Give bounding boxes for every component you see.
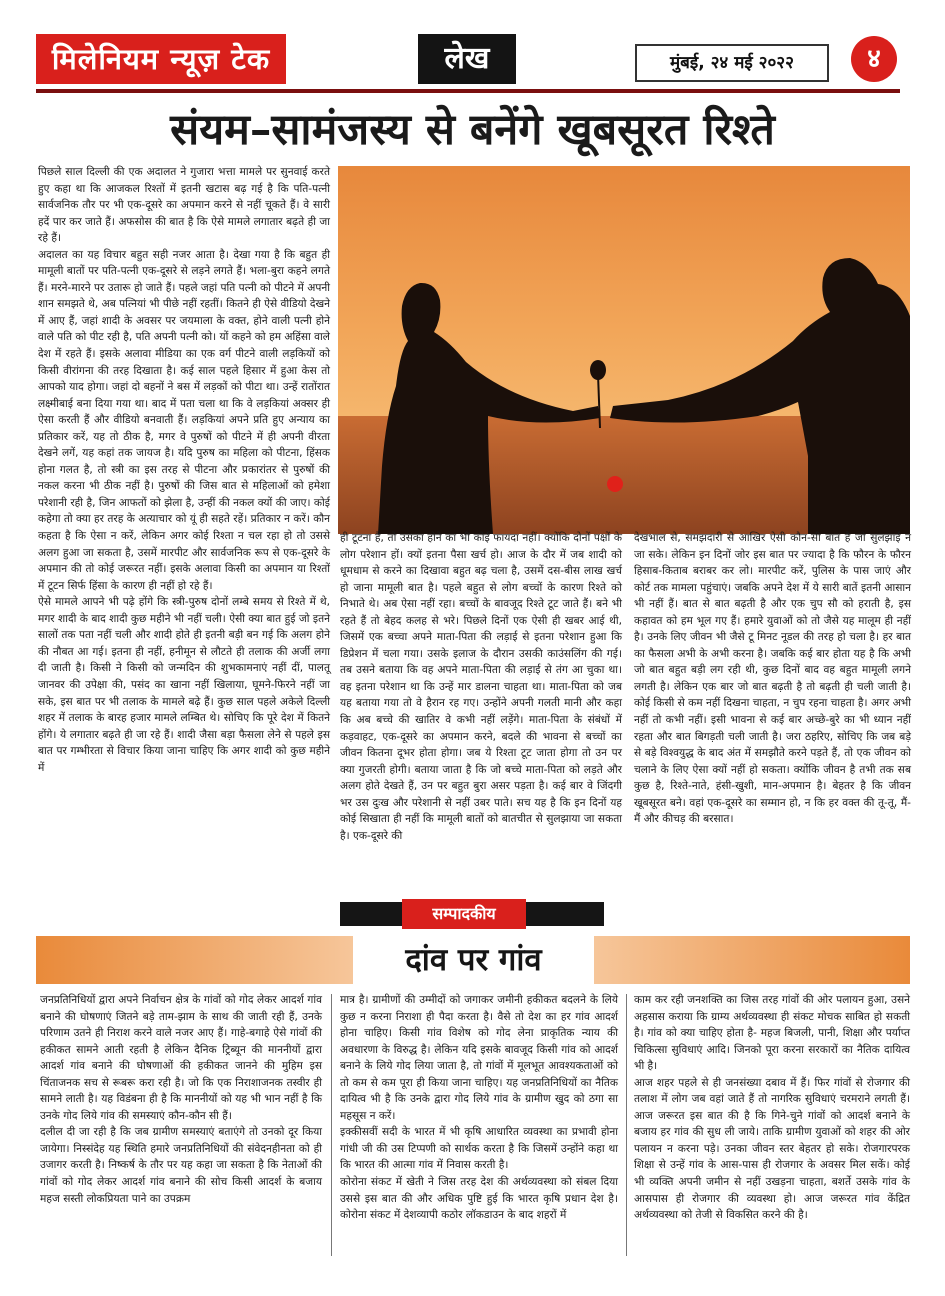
editorial-paragraph: मात्र है। ग्रामीणों की उम्मीदों को जगाकर जमीनी हकीकत बदलने के लिये कुछ न करना निराशा ही पैदा करता है। वैसे तो देश का हर गांव आदर्श होना चाहिए। किसी गांव विशेष को गोद लेना प्राकृतिक न्याय की अवधारणा के विरुद्ध है। लेकिन यदि इसके बावजूद किसी गांव को आदर्श बनाने के लिये गोद लिया जाता है, तो गांवों में मूलभूत आवश्यकताओं को तो कम से कम पूरा ही किया जाना चाहिए। यह जनप्रतिनिधियों का नैतिक दायित्व भी है कि उनके द्वारा गोद लिये गांव के ग्रामीण खुद को ठगा सा महसूस न करें। [340, 994, 618, 1122]
editorial-title: दांव पर गांव [405, 942, 542, 978]
article-paragraph: ऐसे मामले आपने भी पढ़े होंगे कि स्त्री-पुरुष दोनों लम्बे समय से रिश्ते में थे, मगर शादी के बाद शादी कुछ महीने भी नहीं चली। ऐसी क्या बात हुई जो इतने सालों तक पता नहीं चली और शादी होते ही इतनी बड़ी बन गई कि अलग होने की नौबत आ गई। इतना ही नहीं, हनीमून से लौटते ही तलाक की अर्जी लगा दी जाती है। किसी ने किसी को जन्मदिन की शुभकामनाएं नहीं दीं, पालतू जानवर की उपेक्षा की, पसंद का खाना नहीं खिलाया, घूमने-फिरने नहीं जा सके, इस बात पर भी तलाक के मामले बढ़े हैं। कुछ साल पहले अकेले दिल्ली शहर में तलाक के बारह हजार मामले लम्बित थे। सोचिए कि पूरे देश में कितने होंगे। ये लगातार बढ़ते ही जा रहे हैं। शादी जैसा बड़ा फैसला लेने से पहले इस बात पर गम्भीरता से विचार किया जाना चाहिए कि अगर शादी को कुछ महीने में [38, 596, 330, 774]
editorial-column-2 [340, 992, 618, 1224]
editorial-paragraph: इक्कीसवीं सदी के भारत में भी कृषि आधारित व्यवस्था का प्रभावी होना गांधी जी की उस टिप्पणी को सार्थक करता है कि जिसमें उन्होंने कहा था कि भारत की आत्मा गांव में निवास करती है। [340, 1126, 618, 1172]
article-paragraph: अदालत का यह विचार बहुत सही नजर आता है। देखा गया है कि बहुत ही मामूली बातों पर पति-पत्नी एक-दूसरे से लड़ने लगते हैं। भला-बुरा कहने लगते हैं। मरने-मारने पर उतारू हो जाते हैं। पहले जहां पति पत्नी को पीटने में अपनी शान समझते थे, अब पत्नियां भी पीछे नहीं रहतीं। कितने ही ऐसे वीडियो देखने में आए हैं, जहां शादी के अवसर पर जयमाला के वक्त, होने वाली पत्नी होने वाले पति को पीट रही है, पति अपनी पत्नी को। यों कहने को हम अहिंसा वाले देश में रहते हैं। इसके अलावा मीडिया का एक वर्ग पीटने वाली लड़कियों को किसी वीरांगना की तरह दिखाता है। कई साल पहले हिसार में हुआ केस तो आपको याद होगा। जहां दो बहनों ने बस में लड़कों को पीटा था। उन्हें रातोंरात लक्ष्मीबाई बना दिया गया था। बाद में पता चला था कि वे लड़कियां अक्सर ही ऐसा करती हैं और वीडियो बनवाती हैं। लड़कियां अपने प्रति हुए अन्याय का प्रतिकार करें, यह तो ठीक है, मगर वे पुरुषों को पीटने में ही अपनी वीरता देखने लगें, यह कहां तक जायज है। यदि पुरुष का महिला को पीटना, हिंसक होना गलत है, तो स्त्री का इस तरह से पीटना और प्रकारांतर से पुरुषों की नकल करना भी ठीक नहीं है। पुरुषों की जिस बात से महिलाओं को हमेशा परेशानी रही है, जिन आफतों को झेला है, उन्हीं की नकल क्यों की जाए। कोई कहेगा तो क्या हर तरह के अत्याचार को यूं ही सहते रहें। प्रतिकार न करें। कौन कहता है कि ऐसा न करें, लेकिन अगर कोई रिश्ता न चल रहा हो तो उससे अलग हुआ जा सकता है, उसमें मारपीट और सार्वजनिक रूप से एक-दूसरे के अपमान की तो कोई जरूरत नहीं। इसके अलावा किसी का अपमान या रिश्तों में टूटन सिर्फ हिंसा के कारण ही नहीं हो रहे हैं। [38, 248, 330, 592]
article-paragraph: देखभाल से, समझदारी से आखिर ऐसी कौन-सी बात है जो सुलझाई न जा सके। लेकिन इन दिनों जोर इस बात पर ज्यादा है कि फौरन के फौरन हिसाब-किताब बराबर कर लो। मारपीट करें, पुलिस के पास जाएं और कोर्ट तक मामला पहुंचाएं। जबकि अपने देश में ये सारी बातें इतनी आसान भी नहीं हैं। बात से बात बढ़ती है और एक चुप सौ को हराती है, इस कहावत को हम भूल गए हैं। हमारे युवाओं को तो जैसे यह मालूम ही नहीं है। उनके लिए जीवन भी जैसे टू मिनट नूडल की तरह हो चला है। हर बात का फैसला अभी के अभी करना है। जबकि कई बार होता यह है कि अभी जो बात बहुत बड़ी लग रही थी, कुछ दिनों बाद वह बहुत मामूली लगने लगती है। लेकिन एक बार जो बात बढ़ती है तो बढ़ती ही चली जाती है। कोई किसी से कम नहीं दिखना चाहता, न चुप रहना चाहता है। अगर अभी नहीं तो कभी नहीं। इसी भावना से कई बार अच्छे-बुरे का भी ध्यान नहीं रहता और बात बिगड़ती चली जाती है। जरा ठहरिए, सोचिए कि जब बड़े से बड़े विश्वयुद्ध के बाद अंत में समझौते करने पड़ते हैं, तो एक जीवन को चलाने के लिए ऐसा क्यों नहीं हो सकता। क्योंकि जीवन है तभी तक सब कुछ है, रिश्ते-नाते, हंसी-खुशी, मान-अपमान है। बेहतर है कि जीवन खूबसूरत बने। वहां एक-दूसरे का सम्मान हो, न कि हर वक्त की तू-तू, मैं-मैं और कीचड़ की बरसात। [634, 532, 911, 826]
section-label: लेख [418, 34, 516, 84]
sunset-couple-illustration [338, 166, 910, 534]
editorial-paragraph: जनप्रतिनिधियों द्वारा अपने निर्वाचन क्षेत्र के गांवों को गोद लेकर आदर्श गांव बनाने की घोषणाएं जितने बड़े ताम-झाम के साथ की जाती रही हैं, उनके परिणाम उतने ही निराश करने वाले नजर आए हैं। गाहे-बगाहे ऐसे गांवों की हकीकत सामने आती रहती है लेकिन दैनिक ट्रिब्यून की माननीयों द्वारा आदर्श गांव बनाने की घोषणाओं की हकीकत जानने की मुहिम इस चिंताजनक सच से रूबरू करा रही है। जो कि एक निराशाजनक तस्वीर ही सामने लाती है। यह विडंबना ही है कि माननीयों को यह भी भान नहीं है कि उनके गोद लिये गांव की समस्याएं कौन-कौन सी हैं। [40, 994, 322, 1122]
rose-icon [590, 360, 606, 380]
article-photo-sunset-couple [338, 166, 910, 534]
article-paragraph: पिछले साल दिल्ली की एक अदालत ने गुजारा भत्ता मामले पर सुनवाई करते हुए कहा था कि आजकल रिश्तों में इतनी खटास बढ़ गई है कि पति-पत्नी सार्वजनिक तौर पर भी एक-दूसरे का अपमान करने से नहीं चूकते हैं। वे सारी हदें पार कर जाते हैं। अफसोस की बात है कि ऐसे मामले लगातार बढ़ते ही जा रहे हैं। [38, 166, 330, 245]
column-divider [626, 994, 627, 1256]
editorial-paragraph: कोरोना संकट में खेती ने जिस तरह देश की अर्थव्यवस्था को संबल दिया उससे इस बात की और अधिक पुष्टि हुई कि भारत कृषि प्रधान देश है। कोरोना संकट में देशव्यापी कठोर लॉकडाउन के बाद शहरों में [340, 1176, 618, 1222]
editorial-paragraph: काम कर रही जनशक्ति का जिस तरह गांवों की ओर पलायन हुआ, उसने अहसास कराया कि ग्राम्य अर्थव्यवस्था ही संकट मोचक साबित हो सकती है। गांव को क्या चाहिए होता है- महज बिजली, पानी, शिक्षा और पर्याप्त चिकित्सा सुविधाएं आदि। जिनको पूरा करना सरकारों का नैतिक दायित्व भी है। [634, 994, 910, 1073]
masthead-divider [36, 89, 900, 93]
newspaper-brand: मिलेनियम न्यूज़ टेक [36, 34, 286, 84]
column-divider [331, 994, 332, 1256]
page-number-badge: ४ [851, 36, 897, 82]
editorial-paragraph: आज शहर पहले से ही जनसंख्या दबाव में हैं। फिर गांवों से रोजगार की तलाश में लोग जब वहां जाते हैं तो नागरिक सुविधाएं चरमराने लगती हैं। आज जरूरत इस बात की है कि गिने-चुने गांवों को आदर्श बनाने के बजाय हर गांव की सुध ली जाये। ताकि ग्रामीण युवाओं को शहर की ओर पलायन न करना पड़े। उनका जीवन स्तर बेहतर हो सके। रोजगारपरक शिक्षा से उन्हें गांव के आस-पास ही रोजगार के अवसर मिल सकें। कोई भी व्यक्ति अपनी जमीन से नहीं उखड़ना चाहता, बशर्ते उसके गांव के आसपास ही रोजगार की व्यवस्था हो। आज जरूरत गांव केंद्रित अर्थव्यवस्था को तेजी से विकसित करने की है। [634, 1076, 910, 1222]
article-column-2 [340, 530, 622, 844]
editorial-column-3 [634, 992, 910, 1224]
article-headline: संयम–सामंजस्य से बनेंगे खूबसूरत रिश्ते [170, 105, 775, 155]
article-column-3 [634, 530, 911, 828]
dateline: मुंबई, २४ मई २०२२ [635, 44, 829, 82]
editorial-band-left [36, 936, 353, 984]
editorial-band-right [594, 936, 910, 984]
editorial-paragraph: दलील दी जा रही है कि जब ग्रामीण समस्याएं बताएंगे तो उनको दूर किया जायेगा। निस्संदेह यह स्थिति हमारे जनप्रतिनिधियों की संवेदनहीनता को ही उजागर करती है। निष्कर्ष के तौर पर यह कहा जा सकता है कि नेताओं की गांवों को गोद लेकर आदर्श गांव बनाने की सोच किसी आदर्श के बजाय महज सस्ती लोकप्रियता पाने का उपक्रम [40, 1126, 322, 1205]
article-paragraph: ही टूटना है, तो उसका होने का भी कोई फायदा नहीं। क्योंकि दोनों पक्षों के लोग परेशान हों। क्यों इतना पैसा खर्च हो। आज के दौर में जब शादी को धूमधाम से करने का दिखावा बहुत बढ़ चला है, उसमें दस-बीस लाख खर्च हो जाना मामूली बात है। पहले बहुत से लोग बच्चों के कारण रिश्ते को निभाते थे। अब ऐसा नहीं रहा। बच्चों के बावजूद रिश्ते टूट जाते हैं। बने भी रहते हैं तो बेहद कलह से भरे। पिछले दिनों एक ऐसी ही खबर आई थी, जिसमें एक बच्चा अपने माता-पिता की लड़ाई से इतना परेशान हुआ कि डिप्रेशन में चला गया। उसके इलाज के दौरान उसकी काउंसलिंग की गई। तब उसने बताया कि वह अपने माता-पिता की लड़ाई से तंग आ चुका था। वह इतना परेशान था कि उन्हें मार डालना चाहता था। माता-पिता को जब यह बताया गया तो वे हैरान रह गए। उन्होंने अपनी गलती मानी और कहा कि अब बच्चे की खातिर वे कभी नहीं लड़ेंगे। माता-पिता के संबंधों में कड़वाहट, एक-दूसरे का अपमान करने, बदले की भावना से बच्चों का जीवन कितना दूभर होता होगा। जब ये रिश्ता टूट जाता होगा तो उन पर क्या गुजरती होगी। बताया जाता है कि जो बच्चे माता-पिता को लड़ते और अलग होते देखते हैं, उन पर बहुत बुरा असर पड़ता है। कई बार वे जिंदगी भर उस दुःख और परेशानी से नहीं उबर पाते। सच यह है कि इन दिनों यह कोई सिखाता ही नहीं कि मामूली बातों को बातचीत से सुलझाया जा सकता है। एक-दूसरे की [340, 532, 622, 842]
sun-icon [607, 476, 623, 492]
editorial-tab: सम्पादकीय [402, 899, 526, 929]
editorial-column-1 [40, 992, 322, 1207]
article-column-1 [38, 164, 330, 776]
